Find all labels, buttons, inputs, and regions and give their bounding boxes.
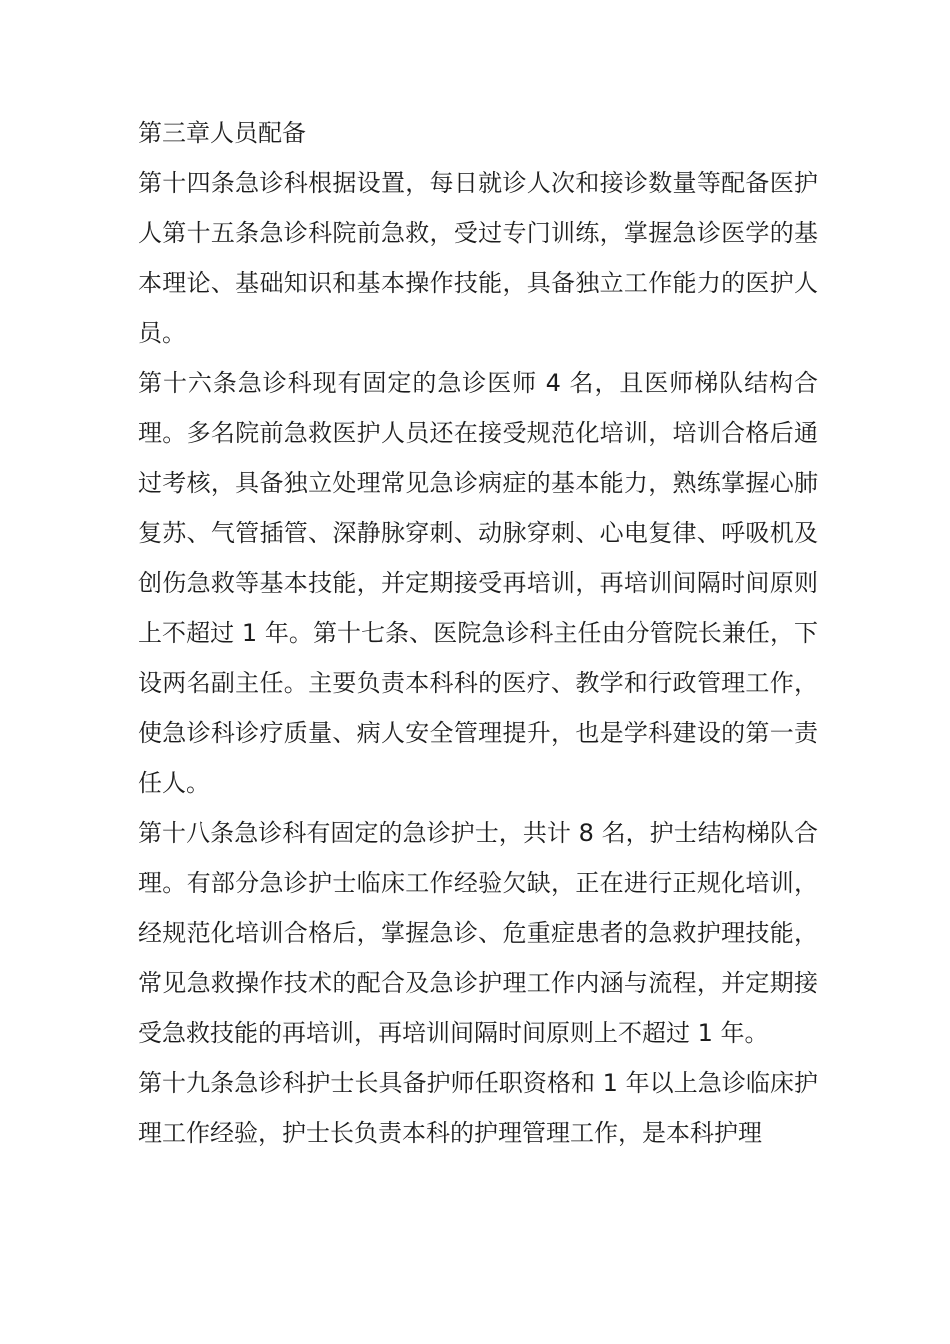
document-body [138, 108, 818, 1158]
paragraph-article-18: 第十八条急诊科有固定的急诊护士，共计 8 名，护士结构梯队合理。有部分急诊护士临床工作经验欠缺，正在进行正规化培训，经规范化培训合格后，掌握急诊、危重症患者的急救护理技能，常见急救操作技术的配合及急诊护理工作内涵与流程，并定期接受急救技能的再培训，再培训间隔时间原则上不超过 1 年。 [138, 819, 818, 1047]
paragraph-article-14-15: 第十四条急诊科根据设置，每日就诊人次和接诊数量等配备医护人第十五条急诊科院前急救，受过专门训练，掌握急诊医学的基本理论、基础知识和基本操作技能，具备独立工作能力的医护人员。 [138, 169, 818, 347]
chapter-heading: 第三章人员配备 [138, 119, 306, 147]
paragraph-article-16-17: 第十六条急诊科现有固定的急诊医师 4 名，且医师梯队结构合理。多名院前急救医护人员还在接受规范化培训，培训合格后通过考核，具备独立处理常见急诊病症的基本能力，熟练掌握心肺复苏、气管插管、深静脉穿刺、动脉穿刺、心电复律、呼吸机及创伤急救等基本技能，并定期接受再培训，再培训间隔时间原则上不超过 1 年。第十七条、医院急诊科主任由分管院长兼任，下设两名副主任。主要负责本科科的医疗、教学和行政管理工作，使急诊科诊疗质量、病人安全管理提升，也是学科建设的第一责任人。 [138, 369, 818, 797]
paragraph-article-19: 第十九条急诊科护士长具备护师任职资格和 1 年以上急诊临床护理工作经验，护士长负责本科的护理管理工作，是本科护理 [138, 1069, 818, 1147]
